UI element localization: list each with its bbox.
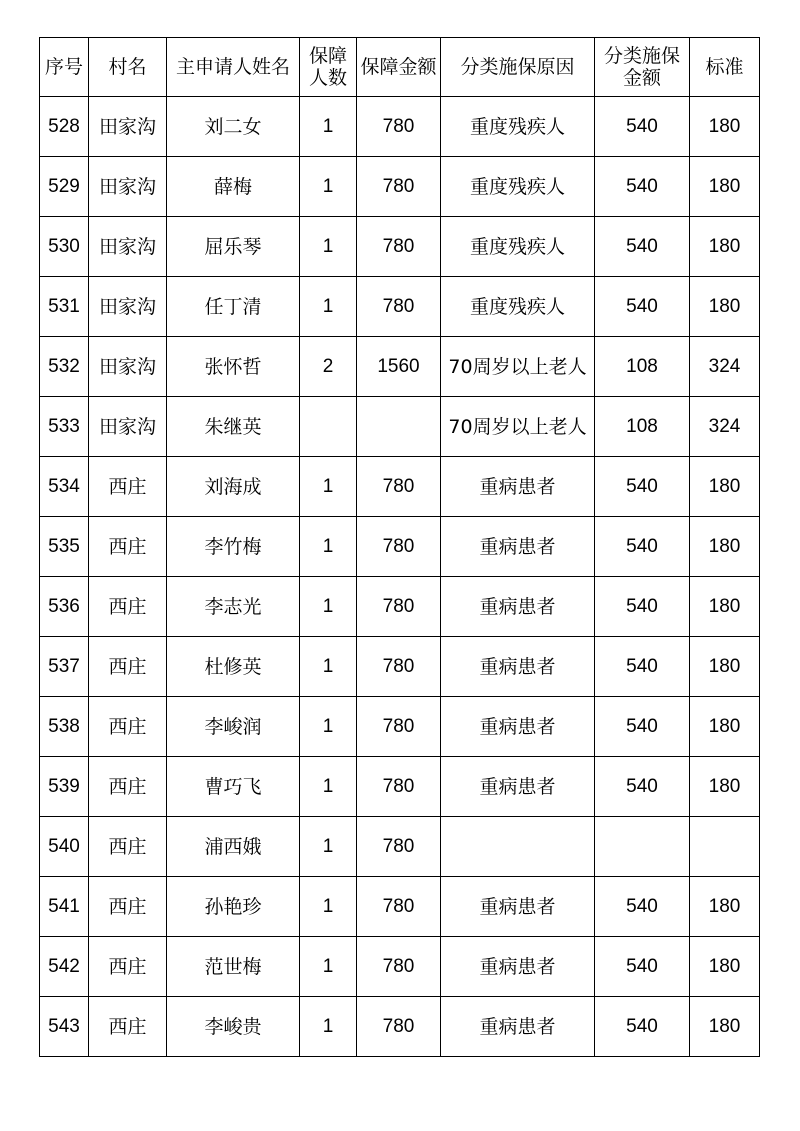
- cell-class-amount: 540: [595, 757, 690, 817]
- cell-persons: 1: [300, 637, 357, 697]
- header-class-amount: 分类施保金额: [595, 38, 690, 97]
- cell-applicant: 刘海成: [167, 457, 300, 517]
- cell-village: 西庄: [89, 997, 167, 1057]
- cell-seq: 533: [40, 397, 89, 457]
- cell-class-amount: 540: [595, 997, 690, 1057]
- cell-class-amount: 108: [595, 397, 690, 457]
- cell-standard: 180: [690, 757, 760, 817]
- cell-seq: 530: [40, 217, 89, 277]
- cell-village: 西庄: [89, 517, 167, 577]
- cell-reason: 重度残疾人: [441, 157, 595, 217]
- cell-reason: [441, 817, 595, 877]
- cell-persons: 1: [300, 217, 357, 277]
- cell-persons: 2: [300, 337, 357, 397]
- header-persons: 保障人数: [300, 38, 357, 97]
- table-row: [40, 697, 760, 757]
- cell-class-amount: 540: [595, 877, 690, 937]
- cell-reason: 重病患者: [441, 457, 595, 517]
- cell-village: 田家沟: [89, 277, 167, 337]
- cell-village: 西庄: [89, 577, 167, 637]
- cell-standard: 324: [690, 397, 760, 457]
- cell-applicant: 李峻润: [167, 697, 300, 757]
- cell-seq: 536: [40, 577, 89, 637]
- cell-amount: 780: [357, 637, 441, 697]
- cell-class-amount: 540: [595, 697, 690, 757]
- cell-reason: 重度残疾人: [441, 277, 595, 337]
- cell-village: 田家沟: [89, 157, 167, 217]
- cell-seq: 534: [40, 457, 89, 517]
- cell-amount: 780: [357, 157, 441, 217]
- cell-persons: 1: [300, 997, 357, 1057]
- cell-village: 西庄: [89, 757, 167, 817]
- cell-amount: 780: [357, 997, 441, 1057]
- cell-standard: [690, 817, 760, 877]
- cell-amount: 780: [357, 817, 441, 877]
- table-row: [40, 97, 760, 157]
- cell-seq: 540: [40, 817, 89, 877]
- cell-class-amount: 540: [595, 517, 690, 577]
- cell-class-amount: [595, 817, 690, 877]
- cell-applicant: 朱继英: [167, 397, 300, 457]
- cell-persons: 1: [300, 937, 357, 997]
- cell-class-amount: 540: [595, 577, 690, 637]
- cell-reason: 重病患者: [441, 997, 595, 1057]
- cell-village: 西庄: [89, 817, 167, 877]
- cell-persons: 1: [300, 577, 357, 637]
- cell-amount: 1560: [357, 337, 441, 397]
- cell-persons: 1: [300, 757, 357, 817]
- cell-amount: [357, 397, 441, 457]
- cell-seq: 529: [40, 157, 89, 217]
- cell-reason: 重病患者: [441, 757, 595, 817]
- cell-class-amount: 540: [595, 457, 690, 517]
- cell-amount: 780: [357, 697, 441, 757]
- table-row: [40, 397, 760, 457]
- cell-reason: 重病患者: [441, 697, 595, 757]
- cell-reason: 重度残疾人: [441, 97, 595, 157]
- cell-amount: 780: [357, 757, 441, 817]
- cell-village: 西庄: [89, 637, 167, 697]
- cell-reason: 重度残疾人: [441, 217, 595, 277]
- cell-persons: 1: [300, 277, 357, 337]
- cell-village: 田家沟: [89, 217, 167, 277]
- header-village: 村名: [89, 38, 167, 97]
- table-row: [40, 277, 760, 337]
- cell-applicant: 张怀哲: [167, 337, 300, 397]
- cell-seq: 538: [40, 697, 89, 757]
- cell-persons: [300, 397, 357, 457]
- cell-standard: 324: [690, 337, 760, 397]
- cell-village: 田家沟: [89, 337, 167, 397]
- cell-seq: 535: [40, 517, 89, 577]
- cell-class-amount: 540: [595, 637, 690, 697]
- cell-seq: 528: [40, 97, 89, 157]
- cell-applicant: 薛梅: [167, 157, 300, 217]
- cell-village: 西庄: [89, 697, 167, 757]
- table-row: [40, 217, 760, 277]
- cell-village: 西庄: [89, 937, 167, 997]
- cell-persons: 1: [300, 877, 357, 937]
- cell-class-amount: 540: [595, 937, 690, 997]
- cell-village: 西庄: [89, 457, 167, 517]
- cell-village: 西庄: [89, 877, 167, 937]
- cell-class-amount: 540: [595, 217, 690, 277]
- cell-reason: 重病患者: [441, 517, 595, 577]
- cell-applicant: 范世梅: [167, 937, 300, 997]
- header-standard: 标准: [690, 38, 760, 97]
- cell-class-amount: 108: [595, 337, 690, 397]
- cell-village: 田家沟: [89, 397, 167, 457]
- cell-applicant: 屈乐琴: [167, 217, 300, 277]
- cell-amount: 780: [357, 277, 441, 337]
- cell-seq: 543: [40, 997, 89, 1057]
- table-row: [40, 577, 760, 637]
- cell-seq: 542: [40, 937, 89, 997]
- cell-persons: 1: [300, 697, 357, 757]
- cell-standard: 180: [690, 577, 760, 637]
- cell-village: 田家沟: [89, 97, 167, 157]
- cell-standard: 180: [690, 997, 760, 1057]
- cell-reason: 重病患者: [441, 577, 595, 637]
- cell-applicant: 浦西娥: [167, 817, 300, 877]
- cell-amount: 780: [357, 937, 441, 997]
- table-row: [40, 997, 760, 1057]
- cell-reason: 重病患者: [441, 637, 595, 697]
- cell-standard: 180: [690, 517, 760, 577]
- cell-standard: 180: [690, 97, 760, 157]
- cell-applicant: 李竹梅: [167, 517, 300, 577]
- table-row: [40, 877, 760, 937]
- cell-amount: 780: [357, 577, 441, 637]
- table-row: [40, 637, 760, 697]
- cell-reason: 重病患者: [441, 937, 595, 997]
- cell-persons: 1: [300, 157, 357, 217]
- cell-class-amount: 540: [595, 157, 690, 217]
- cell-applicant: 曹巧飞: [167, 757, 300, 817]
- cell-applicant: 孙艳珍: [167, 877, 300, 937]
- cell-standard: 180: [690, 217, 760, 277]
- cell-standard: 180: [690, 637, 760, 697]
- cell-seq: 531: [40, 277, 89, 337]
- table-row: [40, 937, 760, 997]
- cell-seq: 539: [40, 757, 89, 817]
- cell-standard: 180: [690, 457, 760, 517]
- cell-standard: 180: [690, 697, 760, 757]
- table-row: [40, 517, 760, 577]
- cell-persons: 1: [300, 457, 357, 517]
- cell-persons: 1: [300, 517, 357, 577]
- cell-seq: 541: [40, 877, 89, 937]
- header-row: [40, 38, 760, 97]
- cell-applicant: 李志光: [167, 577, 300, 637]
- table-row: [40, 457, 760, 517]
- cell-class-amount: 540: [595, 97, 690, 157]
- table-row: [40, 757, 760, 817]
- header-applicant: 主申请人姓名: [167, 38, 300, 97]
- cell-amount: 780: [357, 457, 441, 517]
- cell-amount: 780: [357, 217, 441, 277]
- cell-standard: 180: [690, 877, 760, 937]
- cell-applicant: 杜修英: [167, 637, 300, 697]
- cell-reason: 70周岁以上老人: [441, 397, 595, 457]
- cell-amount: 780: [357, 97, 441, 157]
- header-amount: 保障金额: [357, 38, 441, 97]
- allowance-table: [39, 37, 760, 1057]
- cell-persons: 1: [300, 817, 357, 877]
- table-body: [40, 97, 760, 1057]
- header-reason: 分类施保原因: [441, 38, 595, 97]
- cell-applicant: 李峻贵: [167, 997, 300, 1057]
- table-row: [40, 337, 760, 397]
- header-seq: 序号: [40, 38, 89, 97]
- cell-reason: 重病患者: [441, 877, 595, 937]
- cell-seq: 532: [40, 337, 89, 397]
- table-row: [40, 157, 760, 217]
- cell-amount: 780: [357, 517, 441, 577]
- cell-reason: 70周岁以上老人: [441, 337, 595, 397]
- cell-class-amount: 540: [595, 277, 690, 337]
- table-row: [40, 817, 760, 877]
- cell-persons: 1: [300, 97, 357, 157]
- cell-amount: 780: [357, 877, 441, 937]
- cell-applicant: 刘二女: [167, 97, 300, 157]
- cell-seq: 537: [40, 637, 89, 697]
- cell-standard: 180: [690, 937, 760, 997]
- cell-standard: 180: [690, 157, 760, 217]
- cell-standard: 180: [690, 277, 760, 337]
- cell-applicant: 任丁清: [167, 277, 300, 337]
